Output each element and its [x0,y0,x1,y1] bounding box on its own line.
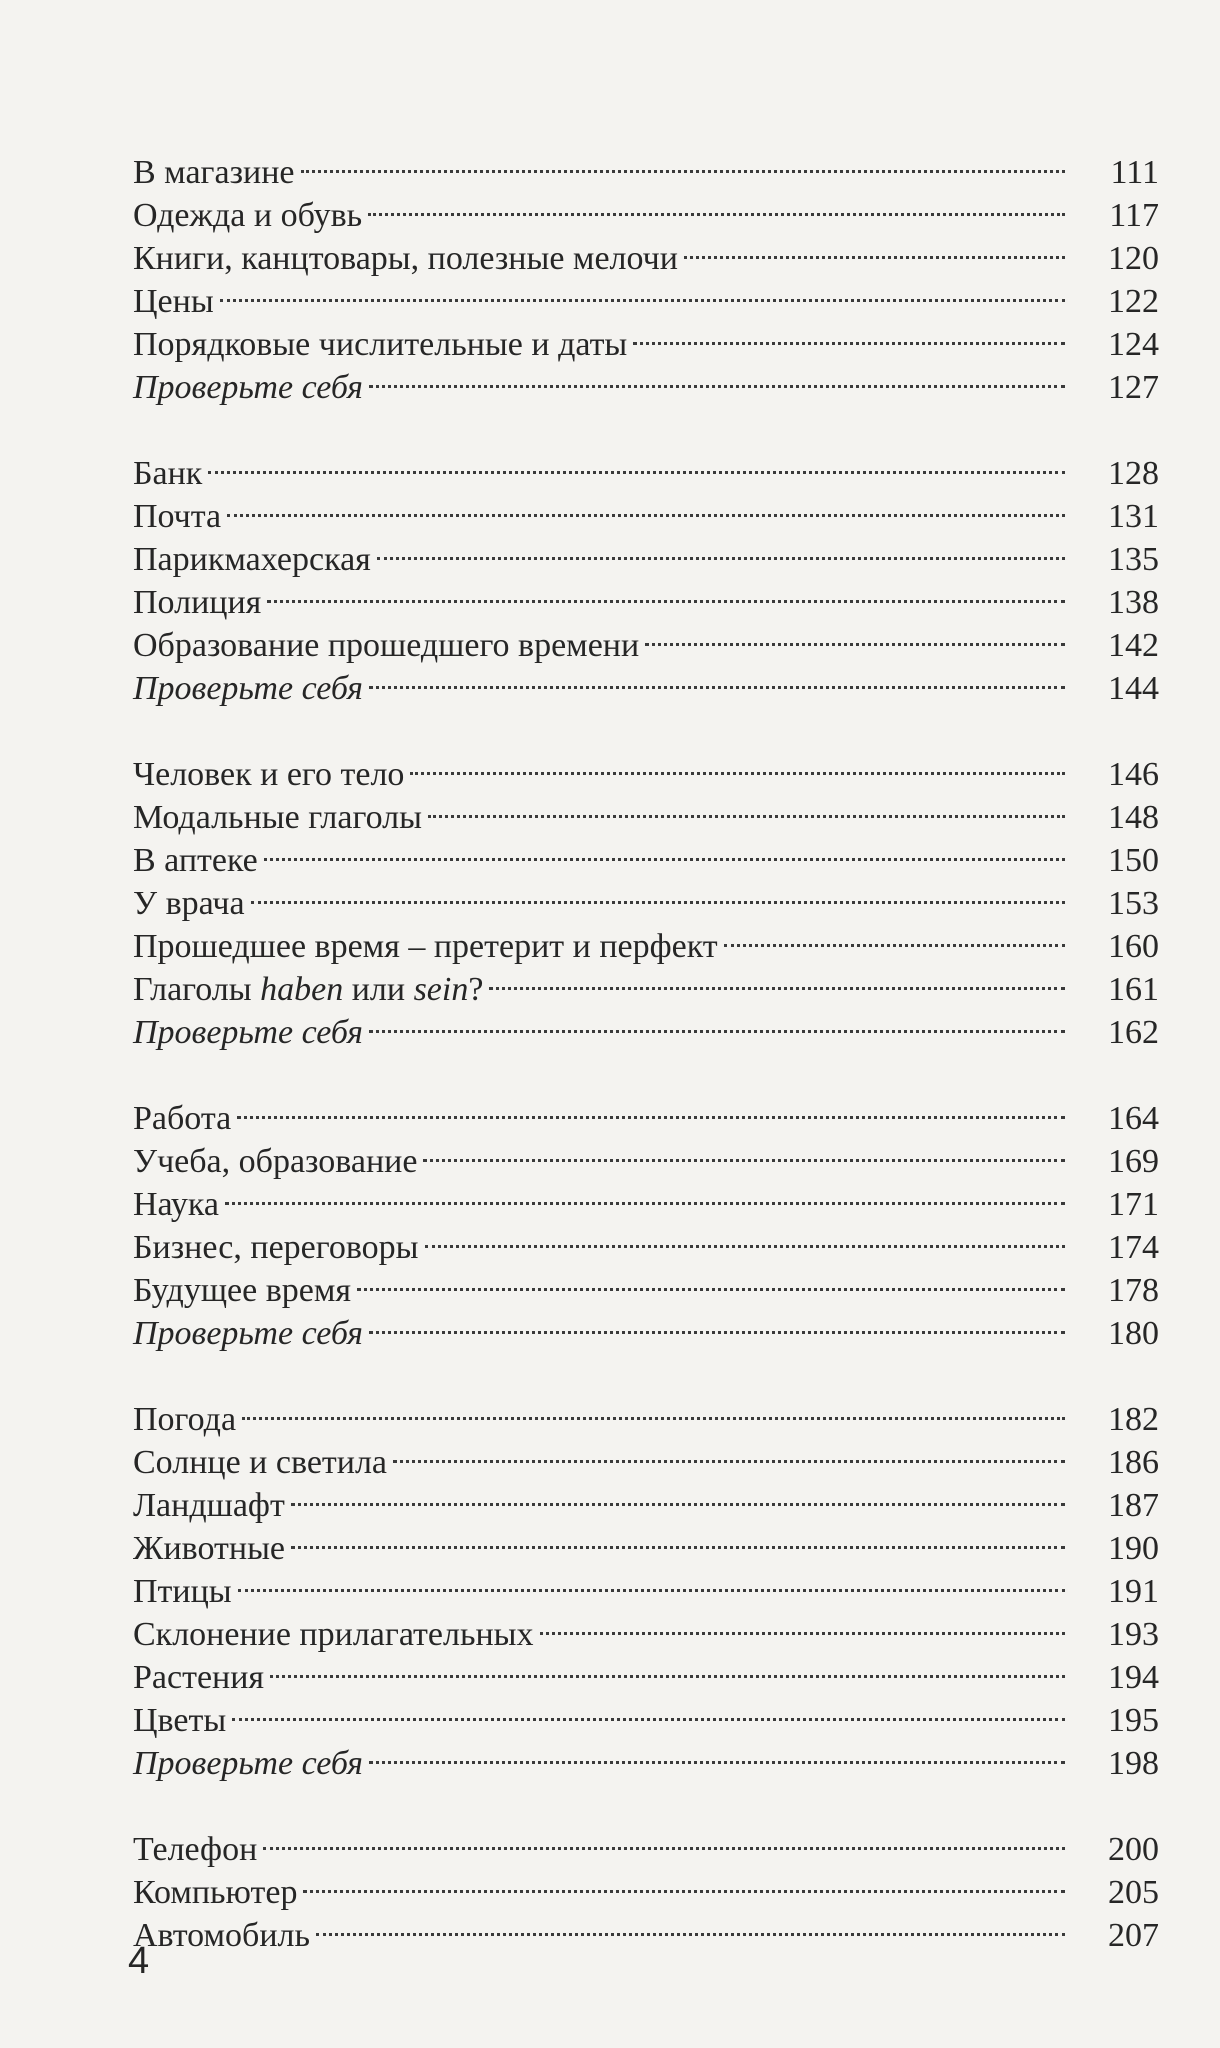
toc-entry-page: 160 [1108,928,1159,965]
toc-entry-title: Цветы [133,1702,227,1739]
dot-leader [425,1215,1065,1258]
toc-entry [133,1817,1159,1868]
toc-entry-page: 207 [1108,1917,1159,1954]
toc-entry-page: 162 [1108,1014,1159,1051]
toc-entry-page: 193 [1108,1616,1159,1653]
toc-entry-title: Проверьте себя [133,1315,363,1352]
dot-leader [291,1473,1065,1516]
toc-entry-title: Солнце и светила [133,1444,388,1481]
toc-entry-title-part: haben [260,971,344,1008]
toc-entry [133,1172,1159,1223]
toc-entry-title: Учеба, образование [133,1143,418,1180]
dot-leader [237,1086,1065,1129]
toc-entry-page: 111 [1110,154,1159,191]
toc-entry [133,1602,1159,1653]
toc-entry-title-part: или [343,971,414,1008]
toc-entry-page: 128 [1108,455,1159,492]
toc-entry-page: 191 [1108,1573,1159,1610]
toc-entry [133,1688,1159,1739]
toc-entry-title: Животные [133,1530,286,1567]
toc-entry-title-part: ? [468,971,484,1008]
dot-leader [369,355,1065,398]
toc-entry-title: Работа [133,1100,232,1137]
dot-leader [227,484,1065,527]
dot-leader [410,742,1065,785]
toc-entry [133,914,1159,965]
toc-entry [133,527,1159,578]
toc-entry [133,742,1159,793]
toc-entry-title: Порядковые числительные и даты [133,326,628,363]
toc-entry-title: Человек и его тело [133,756,405,793]
toc-entry-page: 124 [1108,326,1159,363]
toc-entry-title: Банк [133,455,203,492]
dot-leader [684,226,1065,269]
toc-entry-page: 180 [1108,1315,1159,1352]
dot-leader [633,312,1065,355]
toc-entry-title: Проверьте себя [133,369,363,406]
toc-entry-page: 161 [1108,971,1159,1008]
toc-entry-page: 138 [1108,584,1159,621]
toc-entry-title: Полиция [133,584,262,621]
dot-leader [316,1903,1065,1946]
dot-leader [220,269,1065,312]
toc-entry-page: 174 [1108,1229,1159,1266]
toc-entry [133,1086,1159,1137]
dot-leader [291,1516,1065,1559]
dot-leader [724,914,1065,957]
dot-leader [270,1645,1065,1688]
toc-entry [133,269,1159,320]
dot-leader [267,570,1065,613]
toc-entry [133,871,1159,922]
toc-entry-title: У врача [133,885,245,922]
toc-section [133,1817,1159,1954]
dot-leader [369,1000,1065,1043]
toc-entry [133,441,1159,492]
dot-leader [540,1602,1066,1645]
toc-entry [133,1860,1159,1911]
toc-entry-title: Парикмахерская [133,541,371,578]
toc-entry-page: 198 [1108,1745,1159,1782]
toc-section [133,441,1159,707]
toc-entry-page: 200 [1108,1831,1159,1868]
toc-entry [133,1559,1159,1610]
dot-leader [232,1688,1065,1731]
toc-entry-page: 186 [1108,1444,1159,1481]
toc-entry-page: 178 [1108,1272,1159,1309]
toc-entry-title: Автомобиль [133,1917,311,1954]
dot-leader [369,1731,1065,1774]
toc-entry-title: Модальные глаголы [133,799,422,836]
toc-entry-title: Прошедшее время – претерит и перфект [133,928,718,965]
toc-entry-title: Цены [133,283,214,320]
dot-leader [489,957,1065,1000]
dot-leader [645,613,1065,656]
toc-entry-title: Почта [133,498,222,535]
toc-entry [133,140,1159,191]
toc-entry-page: 187 [1108,1487,1159,1524]
toc-entry-title: Погода [133,1401,237,1438]
toc-entry-title: Будущее время [133,1272,351,1309]
toc-entry-page: 117 [1109,197,1159,234]
toc-entry [133,570,1159,621]
dot-leader [251,871,1065,914]
toc-entry-title: Проверьте себя [133,670,363,707]
toc-entry-page: 131 [1108,498,1159,535]
dot-leader [242,1387,1065,1430]
toc-entry-page: 190 [1108,1530,1159,1567]
toc-entry-page: 171 [1108,1186,1159,1223]
toc-entry-title: В аптеке [133,842,258,879]
toc-section [133,1387,1159,1782]
dot-leader [357,1258,1065,1301]
toc-entry-page: 146 [1108,756,1159,793]
toc-entry [133,613,1159,664]
toc-entry-page: 127 [1108,369,1159,406]
dot-leader [393,1430,1065,1473]
toc-entry-title-part: sein [413,971,469,1008]
toc-entry [133,1430,1159,1481]
toc-entry-page: 148 [1108,799,1159,836]
toc-entry-title-part: Глаголы [133,971,261,1008]
dot-leader [377,527,1065,570]
toc-section [133,140,1159,406]
toc-entry-page: 169 [1108,1143,1159,1180]
dot-leader [301,140,1066,183]
toc-entry [133,828,1159,879]
dot-leader [225,1172,1065,1215]
toc-entry-title: Бизнес, переговоры [133,1229,419,1266]
toc-entry-title: В магазине [133,154,295,191]
toc-entry-title: Телефон [133,1831,258,1868]
toc-entry-page: 164 [1108,1100,1159,1137]
dot-leader [208,441,1065,484]
dot-leader [303,1860,1065,1903]
toc-entry [133,1387,1159,1438]
toc-entry-page: 195 [1108,1702,1159,1739]
toc-entry-title: Компьютер [133,1874,298,1911]
dot-leader [238,1559,1065,1602]
dot-leader [369,1301,1065,1344]
toc-entry-title: Одежда и обувь [133,197,363,234]
toc-entry-title: Книги, канцтовары, полезные мелочи [133,240,678,277]
toc-entry [133,1129,1159,1180]
toc-entry-title: Образование прошедшего времени [133,627,640,664]
toc-entry [133,1645,1159,1696]
toc-entry-title: Проверьте себя [133,1014,363,1051]
toc-entry [133,312,1159,363]
toc-entry-page: 194 [1108,1659,1159,1696]
toc-entry-page: 182 [1108,1401,1159,1438]
toc-entry-title: Проверьте себя [133,1745,363,1782]
toc-entry-page: 135 [1108,541,1159,578]
toc-entry-page: 205 [1108,1874,1159,1911]
dot-leader [264,828,1065,871]
dot-leader [368,183,1065,226]
toc-entry-page: 142 [1108,627,1159,664]
toc-entry [133,484,1159,535]
toc-entry-title: Ландшафт [133,1487,285,1524]
toc-entry-title: Птицы [133,1573,232,1610]
toc-entry [133,1731,1159,1782]
toc-entry-page: 120 [1108,240,1159,277]
toc-section [133,1086,1159,1352]
toc-entry-page: 153 [1108,885,1159,922]
toc-entry-title: Растения [133,1659,265,1696]
toc-entry-page: 150 [1108,842,1159,879]
toc-entry-page: 122 [1108,283,1159,320]
toc-entry-title: Наука [133,1186,220,1223]
dot-leader [428,785,1065,828]
toc-entry-title: Склонение прилагательных [133,1616,534,1653]
table-of-contents [133,140,1159,1989]
dot-leader [423,1129,1065,1172]
dot-leader [369,656,1065,699]
toc-section [133,742,1159,1051]
toc-entry-page: 144 [1108,670,1159,707]
toc-entry [133,1215,1159,1266]
page-number: 4 [128,1940,150,1982]
dot-leader [263,1817,1065,1860]
